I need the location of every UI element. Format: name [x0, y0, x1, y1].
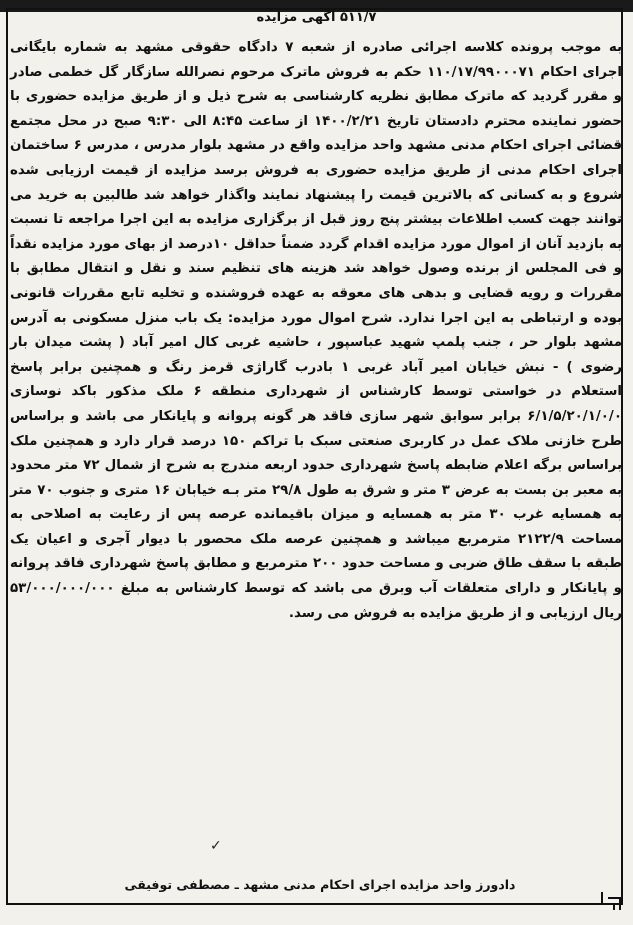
- notice-paragraph: به موجب پرونده کلاسه اجرائی صادره از شعبه ۷ دادگاه حقوقی مشهد به شماره بایگانی اجرای احکام ۱۱۰/۱۷/۹۹۰۰۰۷۱ حکم به فروش ماترک مرحوم نصرالله سازگار گل خطمی صادر و مقرر گردید که ماترک مطابق نظریه کارشناسی به شرح ذیل و از طریق مزایده حضوری با حضور نماینده محترم دادستان تاریخ ۱۴۰۰/۲/۲۱ از ساعت ۸:۴۵ الی ۹:۳۰ صبح در محل مجتمع قضائی اجرای احکام مدنی مشهد واحد مزایده واقع در مشهد بلوار مدرس ، مدرس ۶ ساختمان اجرای احکام مدنی از طریق مزایده حضوری به فروش برسد مزایده از قیمت ارزیابی شده شروع و به کسانی که بالاترین قیمت را پیشنهاد نمایند واگذار خواهد شد طالبین به خرید می توانند جهت کسب اطلاعات بیشتر پنج روز قبل از برگزاری مزایده به این اجرا مراجعه تا نسبت به بازدید آنان از اموال مورد مزایده اقدام گردد ضمناً حداقل ۱۰درصد از بهای مورد مزایده نقداً و فی المجلس از برنده وصول خواهد شد هزینه های تنظیم سند و نقل و انتقال مطابق با مقررات و رویه قضایی و بدهی های معوقه به عهده فروشنده و تخلیه تابع مقررات قانونی بوده و ارتباطی به این اجرا ندارد. شرح اموال مورد مزایده: یک باب منزل مسکونی به آدرس مشهد بلوار حر ، جنب پلمپ شهید عباسپور ، حاشیه غربی کال امیر آباد ( پشت میدان بار رضوی ) - نبش خیابان امیر آباد غربی ۱ بادرب گاراژی قرمز رنگ و همچنین برابر پاسخ استعلام در خواستی توسط کارشناس از شهرداری منطقه ۶ ملک مذکور باکد نوسازی ۶/۱/۵/۲۰/۱/۰/۰ برابر سوابق شهر سازی فاقد هر گونه پروانه و پایانکار می باشد و براساس طرح خازنی ملاک عمل در کاربری صنعتی سبک با تراکم ۱۵۰ درصد قرار دارد و همچنین ملک براساس برگه اعلام ضابطه پاسخ شهرداری حدود اربعه مندرج به شرح از شمال ۷۲ متر محدود به معبر بن بست به عرض ۳ متر و شرق به طول ۲۹/۸ متر بـه خیابان ۱۶ متری و جنوب ۷۰ متر به همسایه غرب ۳۰ متر به همسایه و میزان باقیمانده عرصه پس از رعایت به اصلاحی به مساحت ۲۱۲۲/۹ مترمربع میباشد و همچنین عرصه ملک محصور با دیوار آجری و اعیان یک طبقه با سقف طاق ضربی و مساحت حدود ۲۰۰ مترمربع و مطابق پاسخ شهرداری فاقد پروانه و پایانکار و دارای متعلقات آب وبرق می باشد که توسط کارشناس به مبلغ ۵۳/۰۰۰/۰۰۰/۰۰۰ ریال ارزیابی و از طریق مزایده به فروش می رسد.: [10, 40, 623, 621]
- notice-heading: ۵۱۱/۷ آگهی مزایده: [256, 10, 377, 25]
- pen-mark-icon: ✓: [210, 838, 222, 854]
- notice-body: [10, 36, 622, 626]
- notice-signature: دادورز واحد مزایده اجرای احکام مدنی مشهد ـ مصطفی توفیقی: [124, 877, 516, 892]
- corner-bracket-icon: [600, 890, 622, 912]
